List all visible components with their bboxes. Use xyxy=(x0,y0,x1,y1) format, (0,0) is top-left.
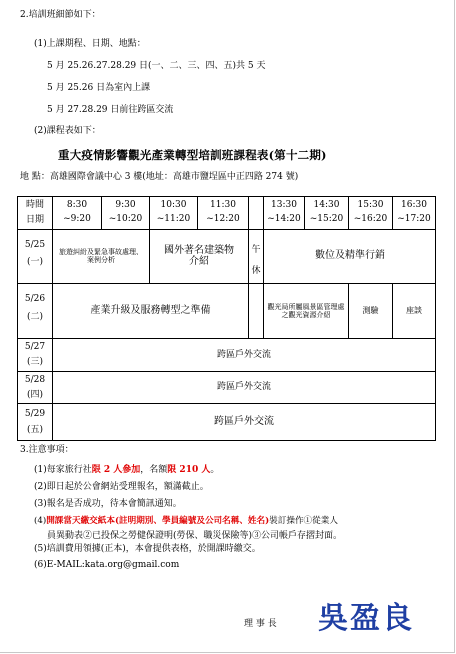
lunch-label: 休 xyxy=(251,265,261,276)
time-slot-start: 15:30 xyxy=(357,199,384,210)
schedule-item: (1)上課期程、日期、地點： xyxy=(34,39,146,49)
corner-date: 日期 xyxy=(25,214,44,225)
row-weekday: (三) xyxy=(26,356,44,367)
course-cell: 旅遊糾紛及緊急事故處理、案例分析 xyxy=(59,247,143,264)
note-item: (2)即日起於公會網站受理報名，額滿截止。 xyxy=(34,482,209,492)
row-date: 5/27 xyxy=(24,341,46,352)
row-weekday: (五) xyxy=(26,424,44,435)
time-slot-end: ~15:20 xyxy=(309,213,344,224)
note-item: (3)報名是否成功，待本會簡訊通知。 xyxy=(34,499,182,509)
time-slot-start: 9:30 xyxy=(115,199,136,210)
course-cell: 跨區戶外交流 xyxy=(216,349,271,360)
signature-label: 理 事 長 xyxy=(244,619,277,629)
row-weekday: (一) xyxy=(26,256,44,267)
course-cell: 測驗 xyxy=(362,306,379,316)
time-slot-end: ~12:20 xyxy=(206,213,240,224)
time-slot-start: 10:30 xyxy=(160,199,187,210)
row-date: 5/25 xyxy=(24,239,46,250)
section-heading: 2.培訓班細節如下： xyxy=(20,10,101,20)
course-cell: 跨區戶外交流 xyxy=(214,416,274,428)
date-line: 5 月 25.26.27.28.29 日(一、二、三、四、五)共 5 天 xyxy=(47,61,266,71)
signature-name: 吳盈良 xyxy=(318,601,414,636)
course-cell: 產業升級及服務轉型之準備 xyxy=(90,305,211,317)
row-date: 5/26 xyxy=(24,293,46,304)
time-slot-end: ~11:20 xyxy=(156,213,191,224)
time-slot-start: 8:30 xyxy=(66,199,88,210)
note-item: (4)開課當天繳交紙本(註明期別、學員編號及公司名稱、姓名)裝訂操作①從業人 xyxy=(34,516,338,526)
row-date: 5/29 xyxy=(24,408,46,419)
course-cell: 數位及精準行銷 xyxy=(315,250,385,262)
date-line: 5 月 27.28.29 日前往跨區交流 xyxy=(47,105,174,115)
note-email: (6)E-MAIL:kata.org@gmail.com xyxy=(34,560,180,570)
time-slot-end: ~10:20 xyxy=(108,213,143,224)
time-slot-start: 16:30 xyxy=(401,199,427,210)
time-slot-end: ~16:20 xyxy=(353,213,388,224)
time-slot-end: ~9:20 xyxy=(63,213,91,224)
course-cell: 座談 xyxy=(406,306,422,316)
course-cell: 跨區戶外交流 xyxy=(216,382,271,393)
time-slot-start: 11:30 xyxy=(210,199,236,210)
course-location: 地 點：高雄國際會議中心 3 樓(地址：高雄市鹽埕區中正四路 274 號) xyxy=(20,172,299,182)
corner-time: 時間 xyxy=(25,199,44,210)
row-weekday: (四) xyxy=(26,389,44,400)
note-item: (1)每家旅行社限 2 人參加，名額限 210 人。 xyxy=(34,465,220,475)
course-title: 重大疫情影響觀光產業轉型培訓班課程表(第十二期) xyxy=(58,148,327,162)
notes-heading: 3.注意事項： xyxy=(20,445,74,455)
note-item: 員異動表②已投保之勞健保證明(勞保、職災保險等)③公司帳戶存摺封面。 xyxy=(47,531,343,541)
time-slot-end: ~14:20 xyxy=(267,213,301,224)
course-item: (2)課程表如下： xyxy=(34,126,101,136)
row-date: 5/28 xyxy=(24,374,46,385)
note-item: (5)培訓費用領據(正本)，本會提供表格，於開課時繳交。 xyxy=(34,544,261,554)
row-weekday: (二) xyxy=(26,311,44,322)
time-slot-end: ~17:20 xyxy=(397,213,431,224)
time-slot-start: 14:30 xyxy=(313,199,340,210)
lunch-label: 午 xyxy=(251,244,261,255)
time-slot-start: 13:30 xyxy=(271,199,297,210)
course-cell: 國外著名建築物介紹 xyxy=(164,244,234,267)
date-line: 5 月 25.26 日為室內上課 xyxy=(47,83,151,93)
course-cell: 觀光局所屬風景區管理處之觀光資源介紹 xyxy=(267,302,345,319)
